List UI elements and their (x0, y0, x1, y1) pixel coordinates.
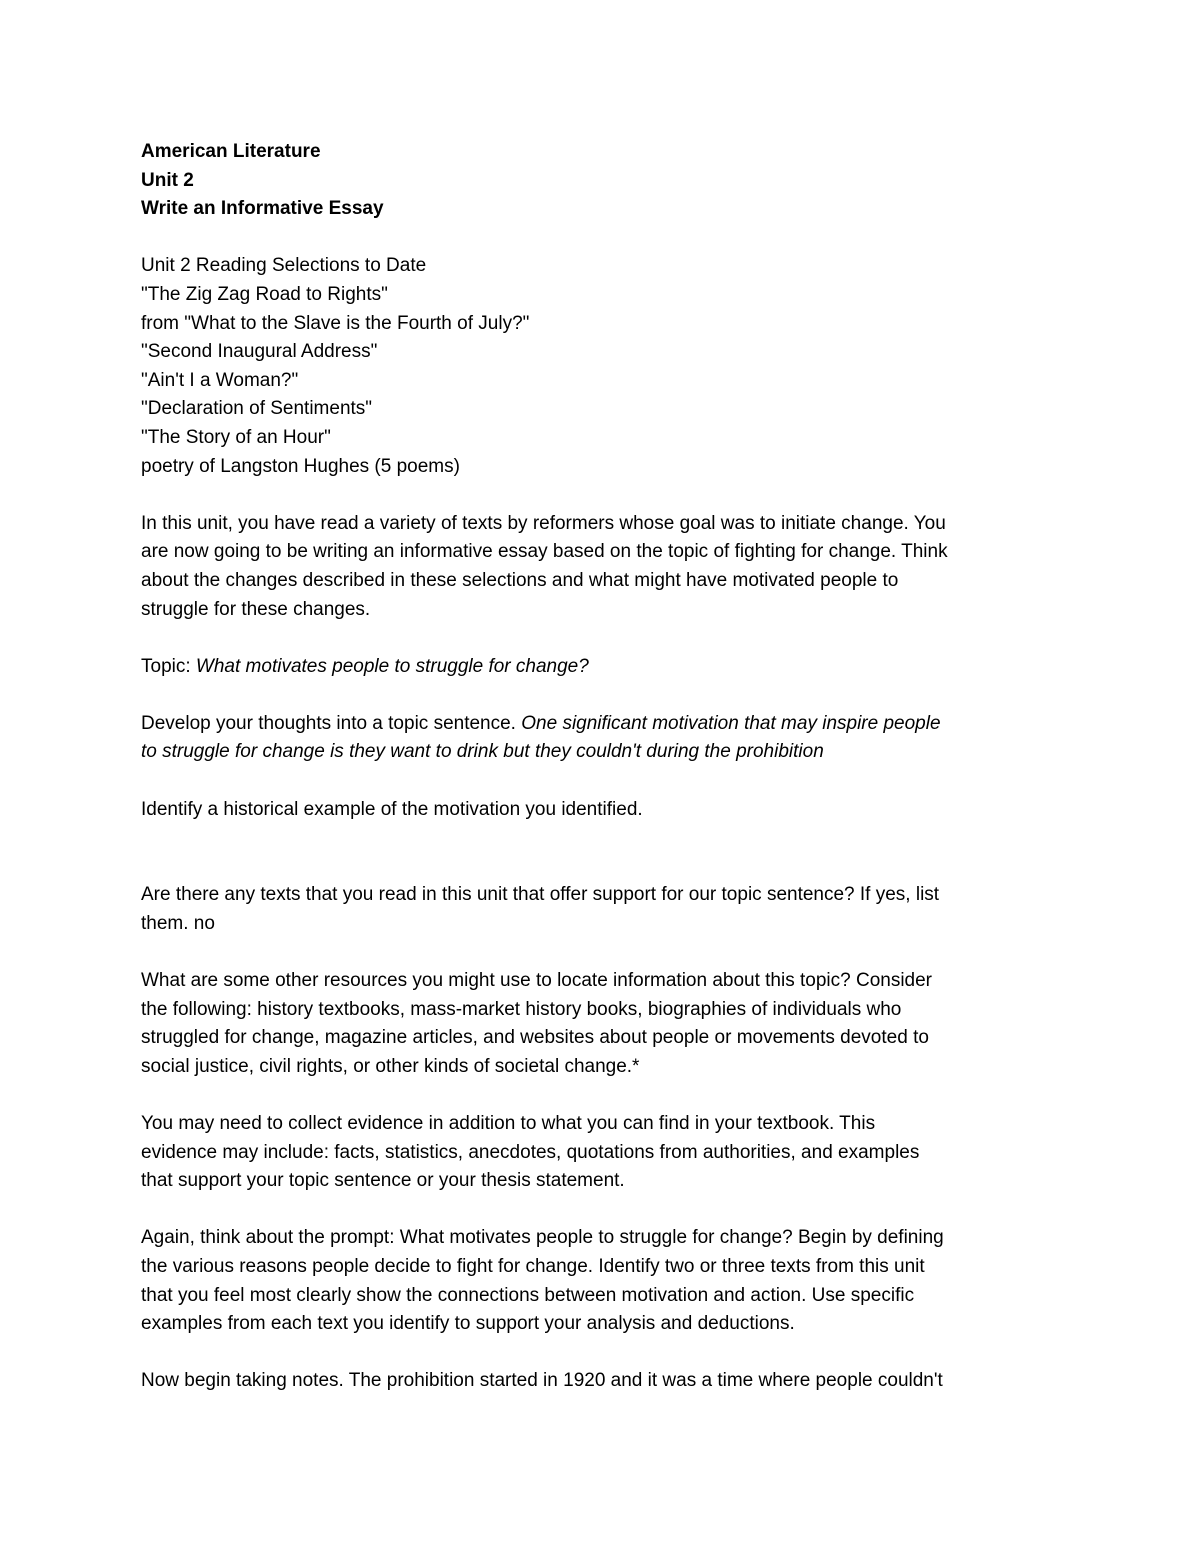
spacer (141, 767, 1060, 796)
resources-line: the following: history textbooks, mass-market history books, biographies of individuals who (141, 998, 902, 1020)
document-header (141, 138, 1060, 224)
course-title: American Literature (141, 141, 321, 162)
resources-paragraph (141, 967, 1060, 1081)
reading-item: "The Zig Zag Road to Rights" (141, 283, 388, 305)
again-line: that you feel most clearly show the connections between motivation and action. Use specific (141, 1284, 915, 1306)
spacer (141, 1081, 1060, 1110)
again-line: examples from each text you identify to support your analysis and deductions. (141, 1313, 795, 1335)
assignment-title: Write an Informative Essay (141, 198, 384, 220)
evidence-line: You may need to collect evidence in addition to what you can find in your textbook. This (141, 1113, 876, 1134)
reading-item: from "What to the Slave is the Fourth of July?" (141, 312, 530, 334)
topic-line (141, 653, 1060, 682)
historical-example-prompt: Identify a historical example of the motivation you identified. (141, 798, 643, 820)
spacer (141, 1196, 1060, 1225)
reading-item: "The Story of an Hour" (141, 426, 331, 448)
resources-line: social justice, civil rights, or other kinds of societal change.* (141, 1055, 640, 1077)
readings-list (141, 252, 1060, 481)
spacer (141, 224, 1060, 253)
spacer (141, 481, 1060, 510)
topic-sentence-section (141, 710, 1060, 767)
topic-sentence-answer[interactable]: One significant motivation that may inspire people (521, 712, 941, 734)
evidence-line: that support your topic sentence or your thesis statement. (141, 1170, 625, 1192)
unit-title: Unit 2 (141, 169, 194, 191)
texts-support-section (141, 881, 1060, 938)
intro-paragraph (141, 510, 1060, 624)
intro-line: about the changes described in these selections and what might have motivated people to (141, 569, 899, 591)
again-paragraph (141, 1224, 1060, 1338)
readings-heading: Unit 2 Reading Selections to Date (141, 255, 427, 277)
topic-label: Topic: (141, 655, 196, 677)
spacer (141, 624, 1060, 653)
spacer (141, 681, 1060, 710)
reading-item: "Declaration of Sentiments" (141, 398, 373, 420)
reading-item: "Ain't I a Woman?" (141, 369, 299, 391)
reading-item: poetry of Langston Hughes (5 poems) (141, 455, 460, 477)
topic-sentence-prompt: Develop your thoughts into a topic sentence. (141, 712, 522, 734)
texts-support-answer[interactable]: them. no (141, 912, 215, 934)
resources-line: What are some other resources you might use to locate information about this topic? Consider (141, 970, 933, 992)
notes-line[interactable]: Now begin taking notes. The prohibition started in 1920 and it was a time where people couldn't (141, 1370, 943, 1392)
again-line: Again, think about the prompt: What motivates people to struggle for change? Begin by defining (141, 1227, 944, 1249)
topic-question: What motivates people to struggle for change? (195, 655, 589, 677)
texts-support-line: Are there any texts that you read in this unit that offer support for our topic sentence? If yes, list (141, 884, 940, 906)
answer-space[interactable] (141, 824, 1060, 881)
evidence-line: evidence may include: facts, statistics, anecdotes, quotations from authorities, and examples (141, 1141, 920, 1163)
evidence-paragraph (141, 1110, 1060, 1196)
intro-line: are now going to be writing an informative essay based on the topic of fighting for change. Think (141, 541, 948, 563)
intro-line: struggle for these changes. (141, 598, 371, 620)
topic-sentence-answer-continued[interactable]: to struggle for change is they want to drink but they couldn't during the prohibition (141, 741, 824, 763)
again-line: the various reasons people decide to fight for change. Identify two or three texts from this unit (141, 1255, 925, 1277)
resources-line: struggled for change, magazine articles, and websites about people or movements devoted to (141, 1027, 929, 1049)
topic-sentence-line (141, 710, 1060, 739)
intro-line: In this unit, you have read a variety of texts by reformers whose goal was to initiate change. You (141, 512, 946, 534)
spacer (141, 1339, 1060, 1368)
reading-item: "Second Inaugural Address" (141, 341, 378, 363)
spacer (141, 938, 1060, 967)
